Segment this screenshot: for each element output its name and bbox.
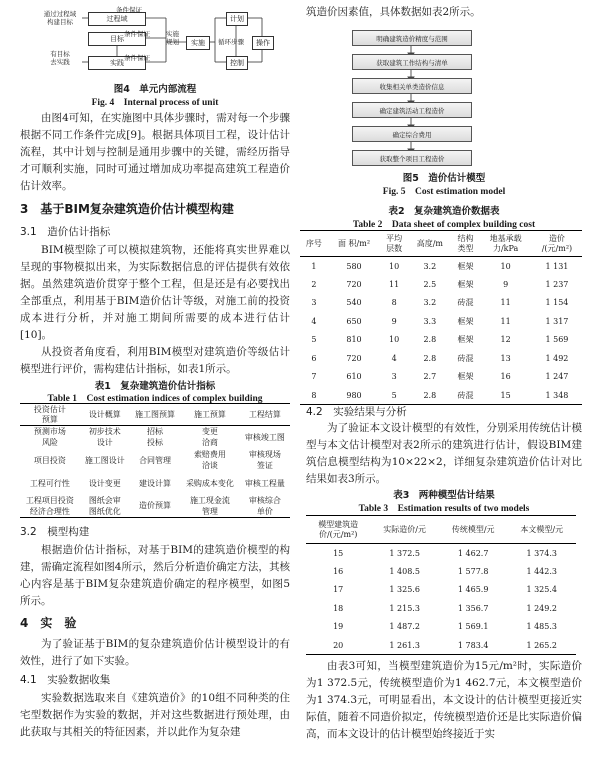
section-3-2-paragraph: 根据造价估计指标，对基于BIM的建筑造价模型的构建，需确定流程如图4所示，然后分析造价确定方法，其核心内容是基于BIM复杂建筑造价确定的程序模型，如图5所示。 (20, 544, 290, 607)
table1-cell: 工程可行性 (29, 478, 70, 488)
table2-cell: 1 131 (545, 261, 569, 271)
table2-cell: 2.5 (423, 279, 437, 289)
table3-caption-cn: 表3 两种模型估计结果 (393, 490, 495, 501)
fig4-label-implement: 实施 规划 (166, 30, 179, 46)
table2-header-cell: 造价 /(元/m²) (541, 233, 573, 253)
table2-cell: 9 (391, 316, 397, 326)
table2-cell: 4 (391, 353, 397, 363)
table1-cell: 招标 投标 (146, 427, 163, 448)
table1-cell: 采购成本变化 (185, 478, 234, 488)
table3-cell: 1 261.3 (389, 640, 420, 650)
table3-cell: 1 577.8 (457, 566, 489, 576)
fig5-step-2: 获取建筑工作结构与清单 (352, 54, 472, 70)
table2-cell: 框架 (457, 316, 474, 326)
table2-cell: 11 (500, 298, 511, 308)
table2-cell: 5 (391, 390, 397, 400)
table2-cell: 1 247 (545, 372, 569, 382)
fig4-caption-cn: 图4 单元内部流程 (113, 84, 197, 95)
table2-cell: 980 (346, 390, 362, 400)
table1-cell: 设计变更 (88, 478, 121, 488)
fig4-label-through: 通过过程域 构建目标 (43, 10, 77, 26)
table2-row (300, 386, 582, 405)
table2-cell: 3.2 (423, 261, 437, 271)
table1-row (20, 472, 290, 495)
fig4-label-has-target: 有目标 去实践 (50, 50, 70, 66)
table3-cell: 1 372.5 (389, 548, 420, 558)
table2-row (300, 294, 582, 313)
table2-cell: 框架 (457, 279, 474, 289)
table1-caption-cn: 表1 复杂建筑造价估计指标 (94, 381, 216, 392)
table2-cell: 11 (500, 316, 511, 326)
table2-cell: 720 (346, 353, 362, 363)
table1-cell: 审核竣工图 (244, 432, 285, 442)
table2-cell: 12 (500, 335, 511, 345)
table2-cell: 4 (311, 316, 317, 326)
fig5-step-1: 明确建筑造价精度与范围 (352, 30, 472, 46)
table1-header-cell: 设计概算 (88, 409, 121, 419)
section-4-2-heading: 4.2 实验结果与分析 (306, 406, 407, 418)
section-4-2-paragraph: 为了验证本文设计模型的有效性，分别采用传统估计模型与本文估计模型对表2所示的建筑进行估计，假设BIM建筑信息模型结构为10×22×2，详细复杂建筑造价估计对比结果如表3所示。 (306, 422, 582, 485)
table1-cell: 变更 洽商 (201, 427, 218, 448)
table1-header-cell: 施工图预算 (134, 409, 175, 419)
section-3-1-paragraph-a: BIM模型除了可以模拟建筑物，还能将真实世界难以呈现的事物模拟出来，为实际数据信息的评估提供有效依据。虽然建筑造价贯穿于整个工程，但是还是有必要找出全部重点，利用基于BIM造价估计等级，对施工前的投资成本进行分析，并对施工期间所需要的成本进行估计[10]。 (20, 244, 290, 341)
table2-cell: 3.3 (423, 316, 437, 326)
table2-cell: 9 (503, 279, 509, 289)
fig4-box-target: 目标 (88, 32, 146, 46)
table2-cell: 580 (346, 261, 362, 271)
table2-header-cell: 平均 层数 (386, 233, 403, 253)
table2-row (300, 275, 582, 294)
table3-cell: 1 215.3 (389, 603, 420, 613)
table2-cell: 2.8 (423, 335, 437, 345)
fig4-box-process-domain: 过程域 (88, 12, 146, 26)
fig5-step-4: 确定建筑活动工程造价 (352, 102, 472, 118)
table2-cell: 2 (311, 279, 317, 289)
fig4-box-implement: 实施 (186, 36, 210, 50)
table1-header-row (20, 404, 290, 426)
table3-cell: 1 569.1 (457, 622, 489, 632)
table2-header-cell: 结构 类型 (457, 233, 474, 253)
table1-row (20, 426, 290, 449)
table1-cell: 建设计算 (138, 478, 171, 488)
table3-cell: 1 783.4 (457, 640, 489, 650)
table1-cell: 造价预算 (138, 501, 171, 511)
section-4-paragraph: 为了验证基于BIM的复杂建筑造价估计模型设计的有效性，进行了如下实验。 (20, 638, 290, 667)
table2-cell: 7 (311, 372, 317, 382)
table2-row (300, 331, 582, 350)
table1-cell: 图纸会审 图纸优化 (88, 495, 121, 516)
fig4-box-control: 控制 (226, 56, 248, 70)
table-2 (300, 230, 582, 405)
table2-cell: 8 (391, 298, 397, 308)
table3-cell: 1 249.2 (526, 603, 557, 613)
table2-cell: 框架 (457, 335, 474, 345)
section-4-1-paragraph: 实验数据选取来自《建筑造价》的10组不同种类的住宅型数据作为实验的数据，并对这些数据进行预处理，由此获取与其相关的特征因素，并以此作为复杂建 (20, 692, 290, 738)
table2-cell: 2.7 (423, 372, 437, 382)
section-3-heading: 3 基于BIM复杂建筑造价估计模型构建 (20, 202, 234, 216)
fig4-label-cond1: 条件保证 (116, 6, 142, 14)
table2-row (300, 257, 582, 276)
table2-cell: 1 492 (545, 353, 569, 363)
table1-cell: 项目投资 (33, 455, 66, 465)
table2-cell: 13 (500, 353, 511, 363)
table3-cell: 1 374.3 (526, 548, 557, 558)
table3-cell: 1 265.2 (526, 640, 557, 650)
table2-cell: 砖混 (457, 298, 474, 308)
fig4-box-operate: 操作 (252, 36, 274, 50)
table2-cell: 5 (311, 335, 317, 345)
table2-cell: 1 348 (545, 390, 569, 400)
table2-cell: 3 (391, 372, 397, 382)
table3-cell: 1 465.9 (457, 585, 489, 595)
table2-row (300, 349, 582, 368)
table2-cell: 1 569 (545, 335, 569, 345)
table2-cell: 1 237 (545, 279, 569, 289)
table3-row (306, 636, 576, 655)
table3-cell: 1 485.3 (526, 622, 557, 632)
fig4-box-plan: 计划 (226, 12, 248, 26)
table2-header-cell: 面 积/m² (338, 238, 371, 248)
fig4-caption-en: Fig. 4 Internal process of unit (91, 98, 219, 108)
table1-cell: 预测市场 风险 (33, 427, 66, 448)
figure-4 (40, 6, 290, 80)
table2-row (300, 368, 582, 387)
table3-cell: 1 462.7 (457, 548, 489, 558)
table2-cell: 1 317 (545, 316, 569, 326)
table3-cell: 1 487.2 (389, 622, 420, 632)
table3-cell: 19 (333, 622, 344, 632)
table2-caption-en: Table 2 Data sheet of complex building cost (352, 220, 536, 230)
table2-cell: 10 (500, 261, 511, 271)
table3-cell: 1 408.5 (389, 566, 420, 576)
table3-row (306, 599, 576, 618)
table3-header-cell: 本文模型/元 (520, 524, 564, 534)
table2-cell: 610 (346, 372, 362, 382)
table2-header-cell: 序号 (305, 238, 322, 248)
table2-cell: 650 (346, 316, 362, 326)
table2-cell: 15 (500, 390, 511, 400)
fig5-caption-cn: 图5 造价估计模型 (402, 173, 486, 184)
section-3-2-heading: 3.2 模型构建 (20, 526, 90, 538)
table3-header-cell: 模型建筑造 价/(元/m²) (318, 519, 359, 539)
table2-cell: 16 (500, 372, 511, 382)
table2-cell: 2.8 (423, 353, 437, 363)
left-paragraph-1: 由图4可知，在实施图中具体步骤时，需对每一个步骤根据不同工作条件完成[9]。根据具体项目工程，设计估计流程，其中计划与控制是通用步骤中的关键，需经历指导才可顺利实施，同时可通过增加成功率提高建筑工程造价估计效率。 (20, 112, 290, 192)
table2-header-cell: 高度/m (416, 238, 443, 248)
table1-header-cell: 工程结算 (248, 409, 281, 419)
fig5-caption-en: Fig. 5 Cost estimation model (382, 187, 506, 197)
table1-caption-en: Table 1 Cost estimation indices of complex building (47, 394, 263, 404)
table2-cell: 11 (389, 279, 400, 289)
table2-cell: 8 (311, 390, 317, 400)
table1-row (20, 449, 290, 472)
table3-header-cell: 传统模型/元 (451, 524, 495, 534)
fig5-step-3: 收集相关单类造价信息 (352, 78, 472, 94)
table1-row (20, 495, 290, 518)
table2-cell: 810 (346, 335, 362, 345)
table1-header-cell: 投资估计 预算 (33, 404, 66, 424)
table2-row (300, 312, 582, 331)
table2-cell: 砖混 (457, 353, 474, 363)
table3-cell: 1 442.3 (526, 566, 557, 576)
table3-cell: 1 325.4 (526, 585, 557, 595)
section-4-heading: 4 实 验 (20, 616, 77, 630)
table2-cell: 框架 (457, 261, 474, 271)
table2-cell: 1 154 (545, 298, 569, 308)
table1-cell: 工程项目投资 经济合理性 (25, 495, 74, 516)
table2-cell: 720 (346, 279, 362, 289)
fig4-label-iterate: 循环步骤 (218, 38, 244, 46)
section-3-1-heading: 3.1 造价估计指标 (20, 226, 111, 238)
fig4-label-cond3: 条件保证 (124, 54, 150, 62)
table3-cell: 16 (333, 566, 344, 576)
table1-cell: 审核工程量 (244, 478, 285, 488)
table2-cell: 框架 (457, 372, 474, 382)
table1-cell: 审核综合 单价 (248, 495, 281, 516)
table-1 (20, 403, 290, 518)
table3-header-cell: 实际造价/元 (383, 524, 426, 534)
table3-cell: 20 (333, 640, 344, 650)
section-4-1-heading: 4.1 实验数据收集 (20, 674, 111, 686)
table3-row (306, 581, 576, 600)
table3-cell: 1 356.7 (457, 603, 489, 613)
table3-caption-en: Table 3 Estimation results of two models (358, 504, 530, 514)
fig4-box-practice: 实践 (88, 56, 146, 70)
table1-header-cell: 施工预算 (193, 409, 226, 419)
table1-cell: 索赔费用 洽谈 (193, 450, 226, 470)
table3-row (306, 562, 576, 581)
table1-cell: 初步技术 设计 (88, 427, 121, 448)
table3-cell: 17 (333, 585, 344, 595)
table2-header-row (300, 231, 582, 257)
table2-cell: 砖混 (457, 390, 474, 400)
table2-cell: 10 (389, 261, 400, 271)
fig4-label-cond2: 条件保证 (124, 30, 150, 38)
table3-cell: 15 (333, 548, 344, 558)
table2-cell: 3.2 (423, 298, 437, 308)
table3-header-row (306, 516, 576, 544)
table3-row (306, 544, 576, 563)
table3-cell: 1 325.6 (389, 585, 420, 595)
table2-cell: 3 (311, 298, 317, 308)
final-paragraph: 由表3可知，当模型建筑造价为15元/m²时，实际造价为1 372.5元，传统模型造价为1 462.7元，本文模型造价为1 374.3元，可明显看出，本文设计的估计模型更接近实际值，随着不同造价拟定，传统模型造价还是比实际造价偏高，而本文设计的估计模型始终接近于实 (306, 660, 582, 740)
table1-cell: 审核现场 签证 (248, 450, 281, 470)
table2-cell: 10 (389, 335, 400, 345)
table2-cell: 1 (311, 261, 317, 271)
table2-cell: 6 (311, 353, 317, 363)
table2-caption-cn: 表2 复杂建筑造价数据表 (388, 206, 500, 217)
table2-header-cell: 地基承载 力/kPa (489, 233, 522, 253)
table2-cell: 540 (346, 298, 362, 308)
table1-cell: 合同管理 (138, 455, 171, 465)
table3-row (306, 618, 576, 637)
fig5-step-6: 获取整个项目工程造价 (352, 150, 472, 166)
fig5-step-5: 确定综合费用 (352, 126, 472, 142)
table-3 (306, 515, 576, 655)
section-3-1-paragraph-b: 从投资者角度看，利用BIM模型对建筑造价等级估计模型进行评价，需构建估计指标，如表1所示。 (20, 346, 290, 375)
table3-cell: 18 (333, 603, 344, 613)
table2-cell: 2.8 (423, 390, 437, 400)
table1-cell: 施工现金流 管理 (189, 495, 230, 516)
right-top-line: 筑造价因素值，具体数据如表2所示。 (306, 6, 481, 18)
table1-cell: 施工图设计 (84, 455, 125, 465)
